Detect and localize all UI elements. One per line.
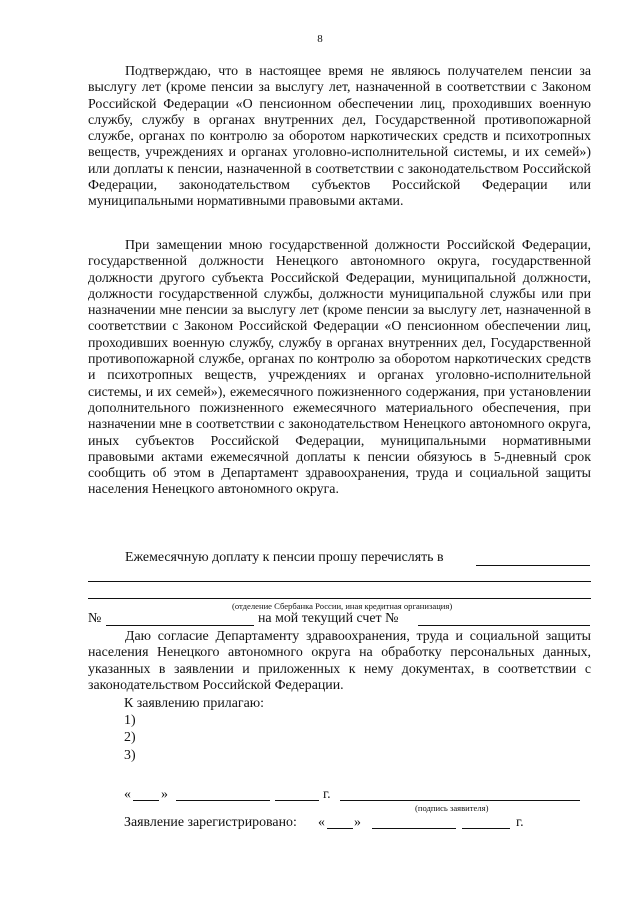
attachments-heading: К заявлению прилагаю: xyxy=(124,696,264,711)
signature-caption: (подпись заявителя) xyxy=(415,803,489,813)
bank-name-field-2[interactable] xyxy=(88,568,591,582)
sign-day-field[interactable] xyxy=(133,787,159,801)
paragraph-obligation: При замещении мною государственной должности Российской Федерации, государственной должности Ненецкого автономного округа, государственной должности другого субъекта Российской Федерации, муниципальной должности, должности государственной службы, должности муниципальной службы или при назначении мне пенсии за выслугу лет (кроме пенсии за выслугу лет, назначенной в соответствии с Законом Российской Федерации «О пенсионном обеспечении лиц, проходивших военную службу, службу в органах внутренних дел, Государственной противопожарной службе, органах по контролю за оборотом наркотических средств и психотропных веществ, учреждениях и органах уголовно-исполнительной системы, и их семей»), ежемесячного пожизненного содержания, при установлении дополнительного пожизненного ежемесячного материального обеспечения, при назначении мне в соответствии с законодательством Ненецкого автономного округа, иных субъектов Российской Федерации, муниципальными нормативными правовыми актами ежемесячной доплаты к пенсии обязуюсь в 5-дневный срок сообщить об этом в Департамент здравоохранения, труда и социальной защиты населения Ненецкого автономного округа. xyxy=(88,238,591,498)
sign-year-suffix: г. xyxy=(323,787,331,802)
registration-open-quote: « xyxy=(318,815,325,830)
attachment-item-2[interactable]: 2) xyxy=(124,730,136,745)
registration-close-quote: » xyxy=(354,815,361,830)
attachment-item-1[interactable]: 1) xyxy=(124,713,136,728)
transfer-request-text: Ежемесячную доплату к пенсии прошу перечислять в xyxy=(125,550,444,565)
page-number: 8 xyxy=(317,33,323,45)
paragraph-consent: Даю согласие Департаменту здравоохранения, труда и социальной защиты населения Ненецкого автономного округа на обработку персональных данных, указанных в заявлении и приложенных к нему документах, в соответствии с законодательством Российской Федерации. xyxy=(88,629,591,693)
bank-name-field-1[interactable] xyxy=(476,551,590,566)
registration-month-field[interactable] xyxy=(372,815,456,829)
registration-day-field[interactable] xyxy=(327,815,353,829)
account-label: на мой текущий счет № xyxy=(258,611,399,626)
sign-date-close-quote: » xyxy=(161,787,168,802)
bank-name-field-3[interactable] xyxy=(88,585,591,599)
attachment-item-3[interactable]: 3) xyxy=(124,748,136,763)
registration-label: Заявление зарегистрировано: xyxy=(124,815,297,830)
sign-date-open-quote: « xyxy=(124,787,131,802)
number-sign: № xyxy=(88,611,102,626)
account-number-field[interactable] xyxy=(418,611,590,626)
sign-month-field[interactable] xyxy=(176,787,270,801)
bank-caption: (отделение Сбербанка России, иная кредитная организация) xyxy=(232,601,453,611)
account-row xyxy=(88,611,101,627)
branch-number-field[interactable] xyxy=(106,611,254,626)
registration-year-suffix: г. xyxy=(516,815,524,830)
sign-year-field[interactable] xyxy=(275,787,319,801)
paragraph-confirmation: Подтверждаю, что в настоящее время не являюсь получателем пенсии за выслугу лет (кроме пенсии за выслугу лет, назначенной в соответствии с Законом Российской Федерации «О пенсионном обеспечении лиц, проходивших военную службу, службу в органах внутренних дел, Государственной противопожарной службе, органах по контролю за оборотом наркотических средств и психотропных веществ, учреждениях и органах уголовно-исполнительной системы, и их семей») или доплаты к пенсии, назначенной в соответствии с законодательством Российской Федерации, законодательством субъектов Российской Федерации или муниципальными нормативными правовыми актами. xyxy=(88,64,591,210)
applicant-signature-field[interactable] xyxy=(340,787,580,801)
registration-year-field[interactable] xyxy=(462,815,510,829)
